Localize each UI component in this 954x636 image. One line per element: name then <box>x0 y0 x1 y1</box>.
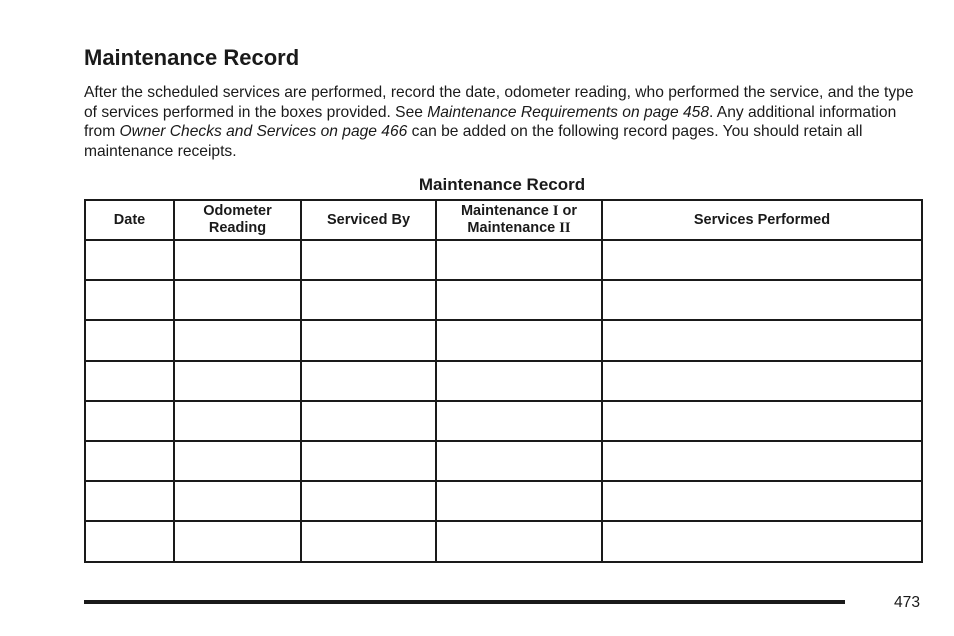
table-row <box>85 320 922 360</box>
maintenance-type-cell <box>436 401 602 441</box>
maintenance-type-cell <box>436 521 602 561</box>
date-cell <box>85 441 174 481</box>
maintenance-type-cell <box>436 280 602 320</box>
date-cell <box>85 240 174 280</box>
page-title: Maintenance Record <box>84 45 300 70</box>
serviced-by-cell <box>301 280 436 320</box>
services-performed-cell <box>602 441 922 481</box>
date-cell <box>85 521 174 561</box>
table-row <box>85 481 922 521</box>
page-number: 473 <box>893 594 920 611</box>
header-maintenance-type: Maintenance I or Maintenance II <box>436 200 602 240</box>
services-performed-cell <box>602 481 922 521</box>
table-row <box>85 280 922 320</box>
table-row <box>85 361 922 401</box>
header-serviced-by: Serviced By <box>301 200 436 240</box>
intro-text: After the scheduled services are performed, record the date, odometer reading, who performed the service, and the type of services performed in the boxes provided. See <box>84 84 914 121</box>
serviced-by-cell <box>301 240 436 280</box>
record-rows <box>85 240 922 562</box>
odometer-cell <box>174 320 301 360</box>
maintenance-type-cell <box>436 361 602 401</box>
header-date: Date <box>85 200 174 240</box>
date-cell <box>85 401 174 441</box>
services-performed-cell <box>602 320 922 360</box>
header-row <box>85 200 922 240</box>
odometer-cell <box>174 521 301 561</box>
odometer-cell <box>174 481 301 521</box>
intro-reference-link: Maintenance Requirements on page 458 <box>427 103 709 121</box>
maintenance-type-cell <box>436 481 602 521</box>
services-performed-cell <box>602 401 922 441</box>
date-cell <box>85 361 174 401</box>
footer-rule <box>84 600 845 604</box>
serviced-by-cell <box>301 481 436 521</box>
serviced-by-cell <box>301 361 436 401</box>
date-cell <box>85 280 174 320</box>
odometer-cell <box>174 361 301 401</box>
serviced-by-cell <box>301 521 436 561</box>
maintenance-type-cell <box>436 320 602 360</box>
maintenance-type-cell <box>436 240 602 280</box>
odometer-cell <box>174 280 301 320</box>
date-cell <box>85 320 174 360</box>
odometer-cell <box>174 240 301 280</box>
intro-text: can be added on the following record pages. You should retain all maintenance receipts. <box>84 123 863 161</box>
services-performed-cell <box>602 521 922 561</box>
services-performed-cell <box>602 240 922 280</box>
intro-text: . Any additional information from <box>84 103 897 141</box>
intro-paragraph <box>84 83 924 162</box>
services-performed-cell <box>602 361 922 401</box>
services-performed-cell <box>602 280 922 320</box>
serviced-by-cell <box>301 441 436 481</box>
table-row <box>85 401 922 441</box>
table-row <box>85 521 922 561</box>
table-row <box>85 240 922 280</box>
table-row <box>85 441 922 481</box>
header-services-performed: Services Performed <box>602 200 922 240</box>
intro-reference-link: Owner Checks and Services on page 466 <box>119 123 408 141</box>
serviced-by-cell <box>301 401 436 441</box>
odometer-cell <box>174 401 301 441</box>
table-caption: Maintenance Record <box>418 175 586 194</box>
header-odometer-reading: Odometer Reading <box>174 200 301 240</box>
odometer-cell <box>174 441 301 481</box>
serviced-by-cell <box>301 320 436 360</box>
date-cell <box>85 481 174 521</box>
maintenance-type-cell <box>436 441 602 481</box>
maintenance-record-table <box>84 199 923 563</box>
